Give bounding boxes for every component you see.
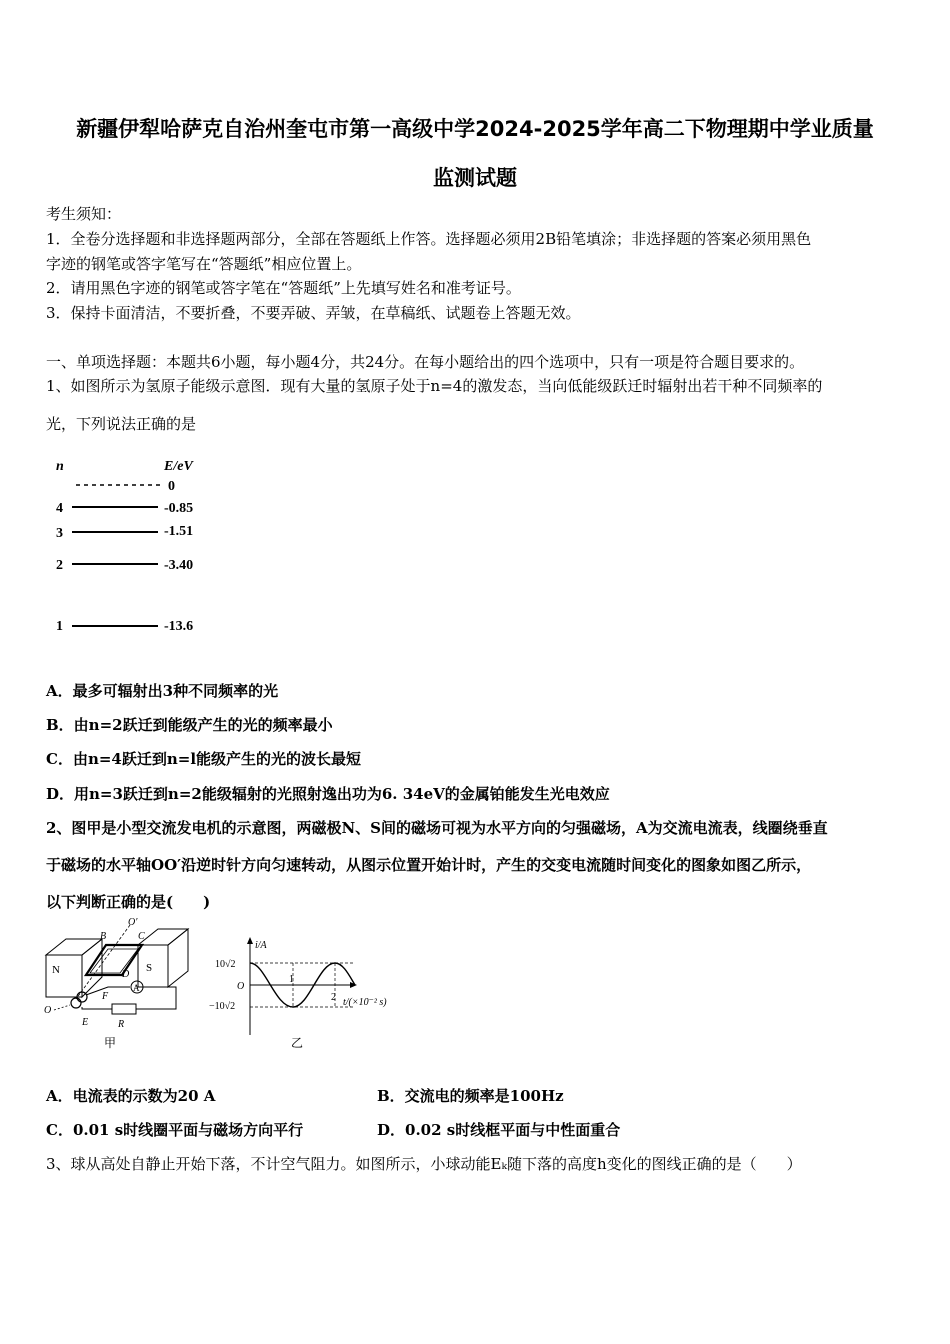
notice-heading: 考生须知：: [46, 205, 122, 223]
q1-option-a: A．最多可辐射出3种不同频率的光: [46, 682, 279, 700]
level-n-3: 3: [56, 526, 63, 541]
coil-c-label: C: [138, 931, 145, 942]
fig-yi-caption: 乙: [291, 1036, 304, 1050]
level-energy-2: -3.40: [164, 558, 194, 573]
level-energy-4: -0.85: [164, 501, 194, 516]
y-min-label: −10√2: [209, 1001, 236, 1012]
magnet-s-label: S: [146, 962, 153, 974]
page-title-line2: 监测试题: [433, 166, 517, 190]
q3-stem: 3、球从高处自静止开始下落，不计空气阻力。如图所示，小球动能Eₖ随下落的高度h变化的图线正确的是（ ）: [46, 1155, 802, 1173]
brush-e-label: E: [82, 1017, 89, 1028]
section-heading: 一、单项选择题：本题共6小题，每小题4分，共24分。在每小题给出的四个选项中，只有一项是符合题目要求的。: [46, 353, 805, 371]
origin-label: O: [237, 981, 245, 992]
q1-option-b: B．由n=2跃迁到能级产生的光的频率最小: [46, 716, 333, 734]
notice-item1-line1: 1．全卷分选择题和非选择题两部分，全部在答题纸上作答。选择题必须用2B铅笔填涂；非选择题的答案必须用黑色: [46, 230, 812, 248]
q2-stem-line2: 于磁场的水平轴OO′沿逆时针方向匀速转动，从图示位置开始计时，产生的交变电流随时间变化的图象如图乙所示，: [46, 856, 812, 874]
coil-b-label: B: [100, 931, 107, 942]
level-n-2: 2: [56, 558, 63, 573]
axis-o-bottom-label: O: [44, 1005, 52, 1016]
q2-option-d: D．0.02 s时线框平面与中性面重合: [377, 1121, 621, 1139]
notice-item1-line2: 字迹的钢笔或答字笔写在“答题纸”相应位置上。: [46, 255, 362, 273]
axis-o-top-label: O′: [128, 917, 138, 928]
diagram-e-header: E/eV: [164, 459, 193, 474]
q2-option-b: B．交流电的频率是100Hz: [377, 1087, 564, 1105]
level-n-4: 4: [56, 501, 63, 516]
resistor-r-label: R: [118, 1019, 125, 1030]
q1-stem-line1: 1、如图所示为氢原子能级示意图．现有大量的氢原子处于n=4的激发态，当向低能级跃迁时辐射出若干种不同频率的: [46, 377, 823, 395]
q2-stem-line1: 2、图甲是小型交流发电机的示意图，两磁极N、S间的磁场可视为水平方向的匀强磁场，A为交流电流表，线圈绕垂直: [46, 819, 828, 837]
x-axis-label: t/(×10⁻² s): [343, 997, 387, 1008]
fig-jia-caption: 甲: [104, 1036, 117, 1050]
level-energy-inf: 0: [168, 479, 175, 494]
x-tick-2-label: 2: [331, 992, 336, 1003]
y-axis-label: i/A: [255, 940, 267, 951]
brush-f-label: F: [102, 991, 109, 1002]
diagram-n-header: n: [56, 459, 64, 474]
level-energy-3: -1.51: [164, 524, 194, 539]
x-tick-1-label: 1: [289, 974, 294, 985]
notice-item3: 3．保持卡面清洁，不要折叠，不要弄破、弄皱，在草稿纸、试题卷上答题无效。: [46, 304, 581, 322]
coil-d-label: D: [122, 969, 130, 980]
magnet-n-label: N: [52, 964, 60, 976]
q2-stem-line3: 以下判断正确的是( ): [46, 893, 211, 911]
q1-option-c: C．由n=4跃迁到n=l能级产生的光的波长最短: [46, 750, 362, 768]
page-title-line1: 新疆伊犁哈萨克自治州奎屯市第一高级中学2024-2025学年高二下物理期中学业质量: [76, 117, 874, 141]
q1-stem-line2: 光，下列说法正确的是: [46, 415, 197, 433]
notice-item2: 2．请用黑色字迹的钢笔或答字笔在“答题纸”上先填写姓名和准考证号。: [46, 279, 521, 297]
level-energy-1: -13.6: [164, 619, 194, 634]
level-n-1: 1: [56, 619, 63, 634]
energy-level-diagram: [50, 452, 220, 642]
q1-option-d: D．用n=3跃迁到n=2能级辐射的光照射逸出功为6. 34eV的金属铂能发生光电效应: [46, 785, 610, 803]
y-max-label: 10√2: [215, 959, 236, 970]
ammeter-label: A: [133, 983, 140, 993]
q2-option-c: C．0.01 s时线圈平面与磁场方向平行: [46, 1121, 304, 1139]
generator-diagram: [42, 915, 192, 1055]
q2-option-a: A．电流表的示数为20 A: [46, 1087, 216, 1105]
current-time-graph: [205, 935, 405, 1050]
